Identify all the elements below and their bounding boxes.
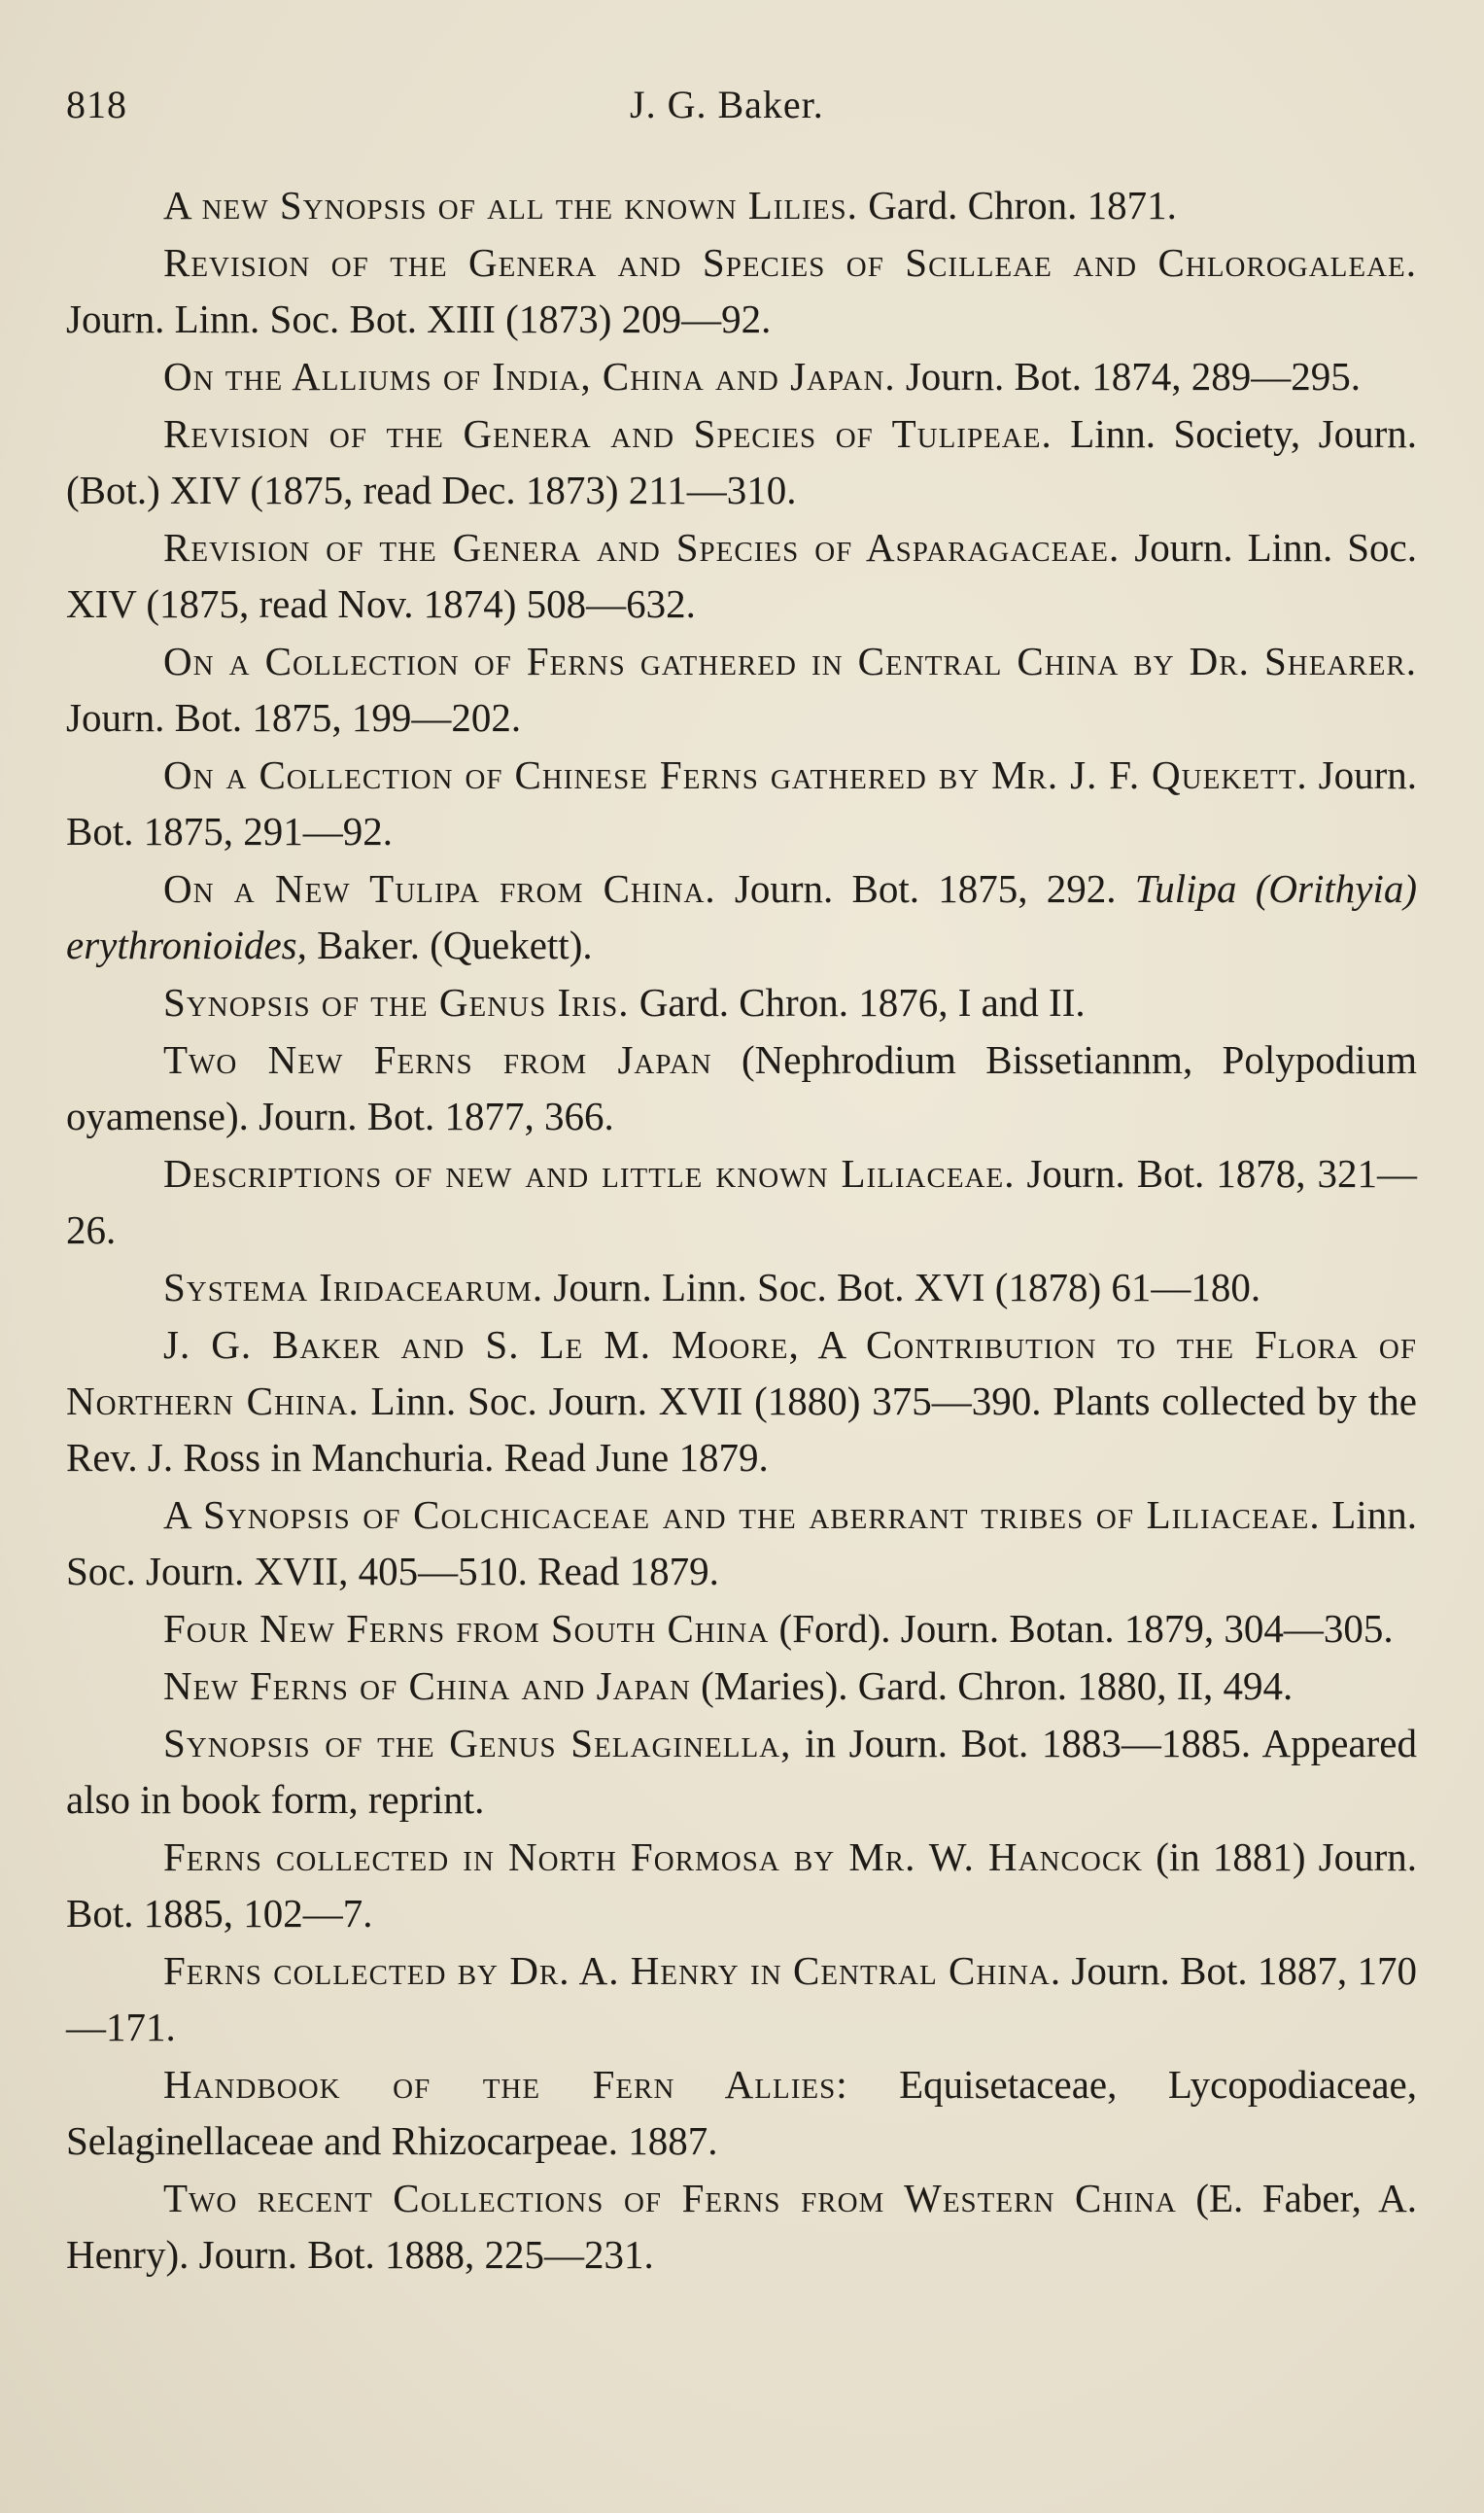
entry-title: Ferns collected in North Formosa by Mr. W. Hancock: [163, 1834, 1144, 1879]
bibliography-entry: [66, 1715, 1417, 1828]
bibliography-entry: [66, 1145, 1417, 1258]
bibliography-entry: [66, 1829, 1417, 1941]
page-number: 818: [66, 83, 127, 126]
entry-text: Journ. Linn. Soc. Bot. XIII (1873) 209—92.: [66, 297, 772, 341]
entry-title: Systema Iridacearum.: [163, 1265, 544, 1309]
bibliography-entry: [66, 860, 1417, 973]
bibliography-entry: [66, 348, 1417, 404]
entry-text: Equisetaceae, Lycopodiaceae, Selaginellaceae and Rhizocarpeae. 1887.: [66, 2062, 1417, 2163]
entry-title: Descriptions of new and little known Liliaceae.: [163, 1151, 1016, 1196]
entry-text: Linn. Soc. Journ. XVII, 405—510. Read 1879.: [66, 1492, 1417, 1593]
bibliography-entry: [66, 234, 1417, 347]
entry-text: (E. Faber, A. Henry). Journ. Bot. 1888, 225—231.: [66, 2176, 1417, 2277]
entry-title: Ferns collected by Dr. A. Henry in Central China.: [163, 1948, 1062, 1993]
bibliography-entry: [66, 633, 1417, 746]
entry-title: Revision of the Genera and Species of Asparagaceae.: [163, 525, 1121, 570]
entry-title: On a Collection of Ferns gathered in Central China by Dr. Shearer.: [163, 639, 1417, 683]
entry-text: Journ. Bot. 1874, 289—295.: [895, 354, 1361, 399]
entry-text: Journ. Bot. 1878, 321—26.: [66, 1151, 1417, 1252]
entry-title: On a New Tulipa from China.: [163, 866, 716, 911]
entry-title: J. G. Baker and S. Le M. Moore, A Contribution to the Flora of Northern China.: [66, 1322, 1417, 1423]
bibliography-entry: [66, 1658, 1417, 1714]
entry-title: Revision of the Genera and Species of Tulipeae.: [163, 411, 1053, 456]
entry-text: Gard. Chron. 1871.: [857, 183, 1177, 227]
bibliography-entry: [66, 2056, 1417, 2169]
entry-text: (Nephrodium Bissetiannm, Polypodium oyamense). Journ. Bot. 1877, 366.: [66, 1037, 1417, 1138]
bibliography-entry: [66, 974, 1417, 1030]
bibliography-entry: [66, 405, 1417, 518]
entry-title: Revision of the Genera and Species of Scilleae and Chlorogaleae.: [163, 240, 1417, 285]
bibliography-entry: [66, 177, 1417, 233]
bibliography-entry: [66, 1942, 1417, 2055]
entry-text: Journ. Bot. 1887, 170—171.: [66, 1948, 1417, 2049]
running-head: J. G. Baker.: [630, 83, 824, 126]
entry-text: Gard. Chron. 1876, I and II.: [629, 980, 1086, 1025]
bibliography-entry: [66, 519, 1417, 632]
entry-title: Four New Ferns from South China: [163, 1606, 770, 1651]
entry-title: On a Collection of Chinese Ferns gathered by Mr. J. F. Quekett.: [163, 752, 1308, 797]
entry-title: New Ferns of China and Japan: [163, 1663, 691, 1708]
entry-text: Journ. Linn. Soc. XIV (1875, read Nov. 1874) 508—632.: [66, 525, 1418, 626]
bibliography-entry: [66, 1600, 1417, 1657]
entry-text: Linn. Soc. Journ. XVII (1880) 375—390. Plants collected by the Rev. J. Ross in Manchuria. Read June 1879.: [66, 1379, 1417, 1480]
bibliography-entry: [66, 2170, 1417, 2283]
entry-species-name: Tulipa (Orithyia) erythronioides,: [66, 866, 1417, 967]
entry-text: (in 1881) Journ. Bot. 1885, 102—7.: [66, 1834, 1417, 1936]
bibliography-list: [66, 177, 1417, 2284]
page-header: [66, 76, 1417, 134]
bibliography-entry: [66, 1259, 1417, 1315]
bibliography-entry: [66, 1486, 1417, 1599]
entry-title: Two New Ferns from Japan: [163, 1037, 712, 1082]
entry-title: A new Synopsis of all the known Lilies.: [163, 183, 858, 227]
entry-title: Handbook of the Fern Allies:: [163, 2062, 848, 2107]
entry-text: Journ. Bot. 1875, 291—92.: [66, 752, 1418, 854]
entry-title: Two recent Collections of Ferns from Western China: [163, 2176, 1177, 2220]
bibliography-entry: [66, 747, 1417, 859]
entry-title: Synopsis of the Genus Iris.: [163, 980, 630, 1025]
entry-title: On the Alliums of India, China and Japan.: [163, 354, 896, 399]
entry-text-after: Baker. (Quekett).: [306, 923, 593, 967]
entry-title: Synopsis of the Genus Selaginella,: [163, 1721, 792, 1765]
entry-text: (Maries). Gard. Chron. 1880, II, 494.: [690, 1663, 1294, 1708]
entry-text: Journ. Bot. 1875, 292.: [715, 866, 1135, 911]
entry-text: Journ. Bot. 1875, 199—202.: [66, 695, 522, 740]
entry-text: (Ford). Journ. Botan. 1879, 304—305.: [769, 1606, 1394, 1651]
entry-text: Linn. Society, Journ. (Bot.) XIV (1875, read Dec. 1873) 211—310.: [66, 411, 1417, 512]
bibliography-entry: [66, 1316, 1417, 1485]
bibliography-entry: [66, 1031, 1417, 1144]
entry-text: Journ. Linn. Soc. Bot. XVI (1878) 61—180.: [543, 1265, 1261, 1309]
entry-title: A Synopsis of Colchicaceae and the aberrant tribes of Liliaceae.: [163, 1492, 1321, 1537]
entry-text: in Journ. Bot. 1883—1885. Appeared also in book form, reprint.: [66, 1721, 1417, 1822]
